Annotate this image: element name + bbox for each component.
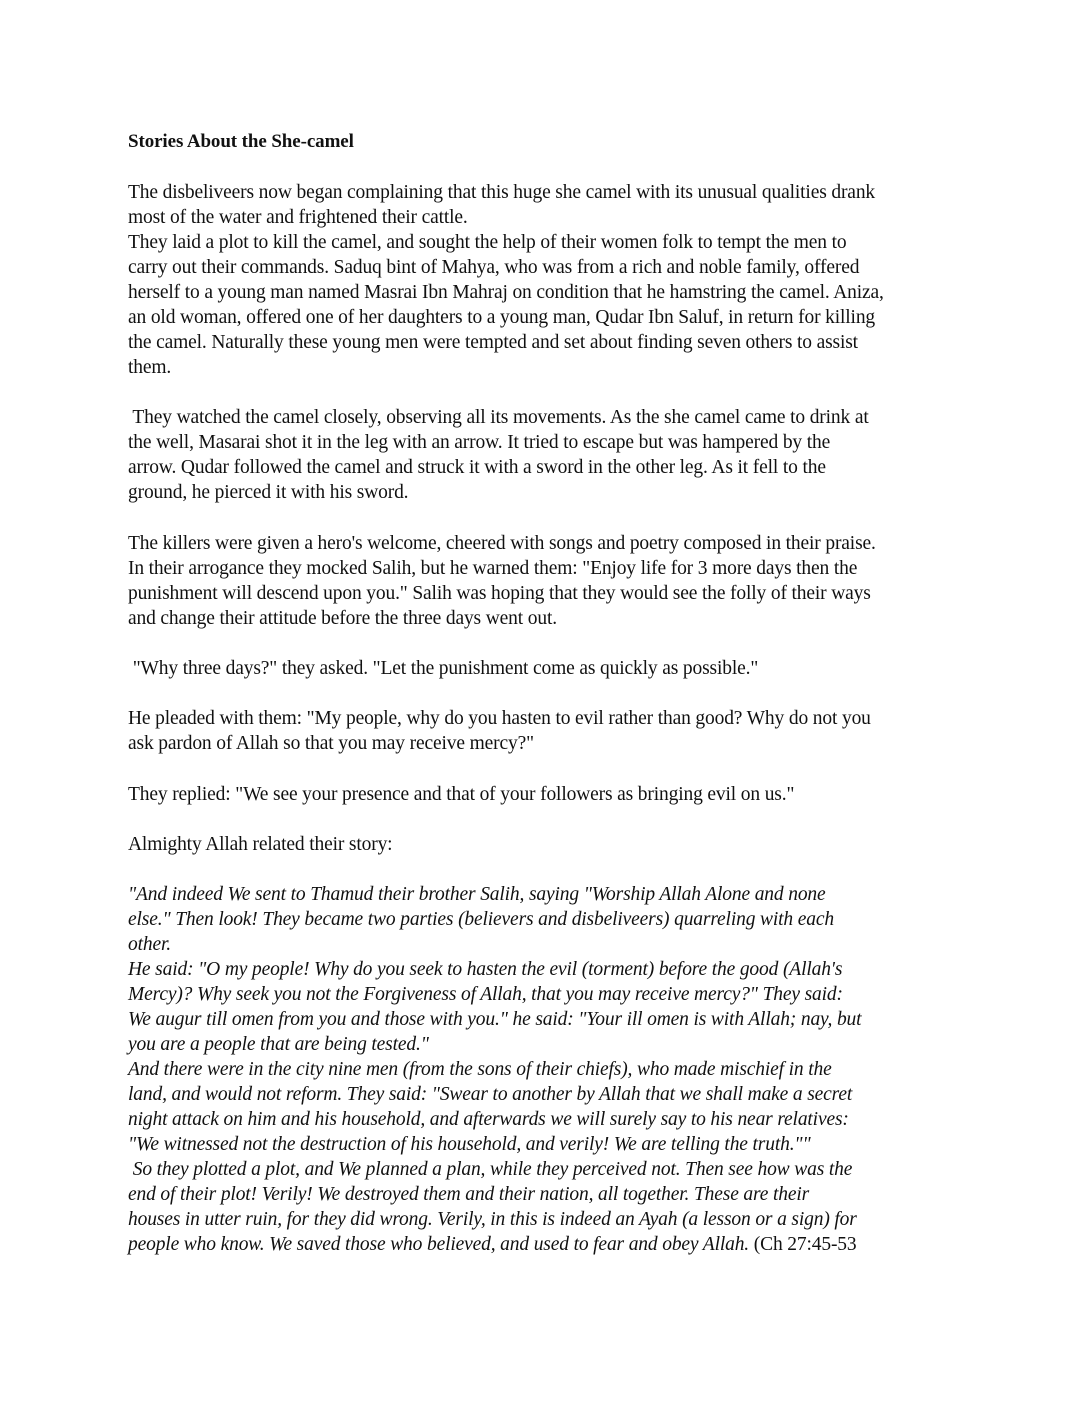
quote-line: night attack on him and his household, and afterwards we will surely say to his near relatives: xyxy=(128,1109,849,1130)
text-line: Almighty Allah related their story: xyxy=(128,834,393,855)
quote-line: other. xyxy=(128,934,171,955)
text-line: ask pardon of Allah so that you may receive mercy?" xyxy=(128,733,534,754)
text-line: punishment will descend upon you." Salih was hoping that they would see the folly of their ways xyxy=(128,583,871,604)
text-line: They watched the camel closely, observing all its movements. As the she camel came to drink at xyxy=(128,407,869,428)
text-line: herself to a young man named Masrai Ibn Mahraj on condition that he hamstring the camel. Aniza, xyxy=(128,282,884,303)
text-line: the camel. Naturally these young men were tempted and set about finding seven others to assist xyxy=(128,332,858,353)
text-line: and change their attitude before the three days went out. xyxy=(128,608,557,629)
section-title: Stories About the She-camel xyxy=(128,131,354,152)
text-line: arrow. Qudar followed the camel and struck it with a sword in the other leg. As it fell to the xyxy=(128,457,826,478)
quote-text: people who know. We saved those who believed, and used to fear and obey Allah. xyxy=(128,1234,750,1255)
text-line: most of the water and frightened their cattle. xyxy=(128,207,468,228)
quote-line: "And indeed We sent to Thamud their brother Salih, saying "Worship Allah Alone and none xyxy=(128,884,826,905)
quote-line: Mercy)? Why seek you not the Forgiveness of Allah, that you may receive mercy?" They said: xyxy=(128,984,843,1005)
text-line: "Why three days?" they asked. "Let the punishment come as quickly as possible." xyxy=(128,658,759,679)
text-line: They replied: "We see your presence and that of your followers as bringing evil on us." xyxy=(128,784,795,805)
quote-line: end of their plot! Verily! We destroyed them and their nation, all together. These are their xyxy=(128,1184,810,1205)
text-line: The killers were given a hero's welcome, cheered with songs and poetry composed in their praise. xyxy=(128,533,876,554)
quote-line: land, and would not reform. They said: "Swear to another by Allah that we shall make a secret xyxy=(128,1084,853,1105)
quote-line: houses in utter ruin, for they did wrong. Verily, in this is indeed an Ayah (a lesson or a sign) for xyxy=(128,1209,857,1230)
text-line: an old woman, offered one of her daughters to a young man, Qudar Ibn Saluf, in return for killing xyxy=(128,307,876,328)
text-line: carry out their commands. Saduq bint of Mahya, who was from a rich and noble family, offered xyxy=(128,257,860,278)
citation-reference: (Ch 27:45-53 xyxy=(749,1234,857,1255)
text-line: the well, Masarai shot it in the leg with an arrow. It tried to escape but was hampered by the xyxy=(128,432,831,453)
quote-line: We augur till omen from you and those with you." he said: "Your ill omen is with Allah; nay, but xyxy=(128,1009,862,1030)
quote-line: And there were in the city nine men (from the sons of their chiefs), who made mischief in the xyxy=(128,1059,832,1080)
text-line: He pleaded with them: "My people, why do you hasten to evil rather than good? Why do not you xyxy=(128,708,871,729)
quote-line: So they plotted a plot, and We planned a plan, while they perceived not. Then see how was the xyxy=(128,1159,853,1180)
text-line: them. xyxy=(128,357,172,378)
quote-line: "We witnessed not the destruction of his household, and verily! We are telling the truth."" xyxy=(128,1134,811,1155)
text-line: In their arrogance they mocked Salih, but he warned them: "Enjoy life for 3 more days then the xyxy=(128,558,858,579)
quote-line: you are a people that are being tested." xyxy=(128,1034,429,1055)
text-line: The disbeliveers now began complaining that this huge she camel with its unusual qualities drank xyxy=(128,182,876,203)
quote-line: else." Then look! They became two parties (believers and disbeliveers) quarreling with each xyxy=(128,909,834,930)
quote-line: He said: "O my people! Why do you seek to hasten the evil (torment) before the good (Allah's xyxy=(128,959,843,980)
quote-line-last xyxy=(128,1232,857,1257)
text-line: They laid a plot to kill the camel, and sought the help of their women folk to tempt the men to xyxy=(128,232,847,253)
text-line: ground, he pierced it with his sword. xyxy=(128,482,409,503)
